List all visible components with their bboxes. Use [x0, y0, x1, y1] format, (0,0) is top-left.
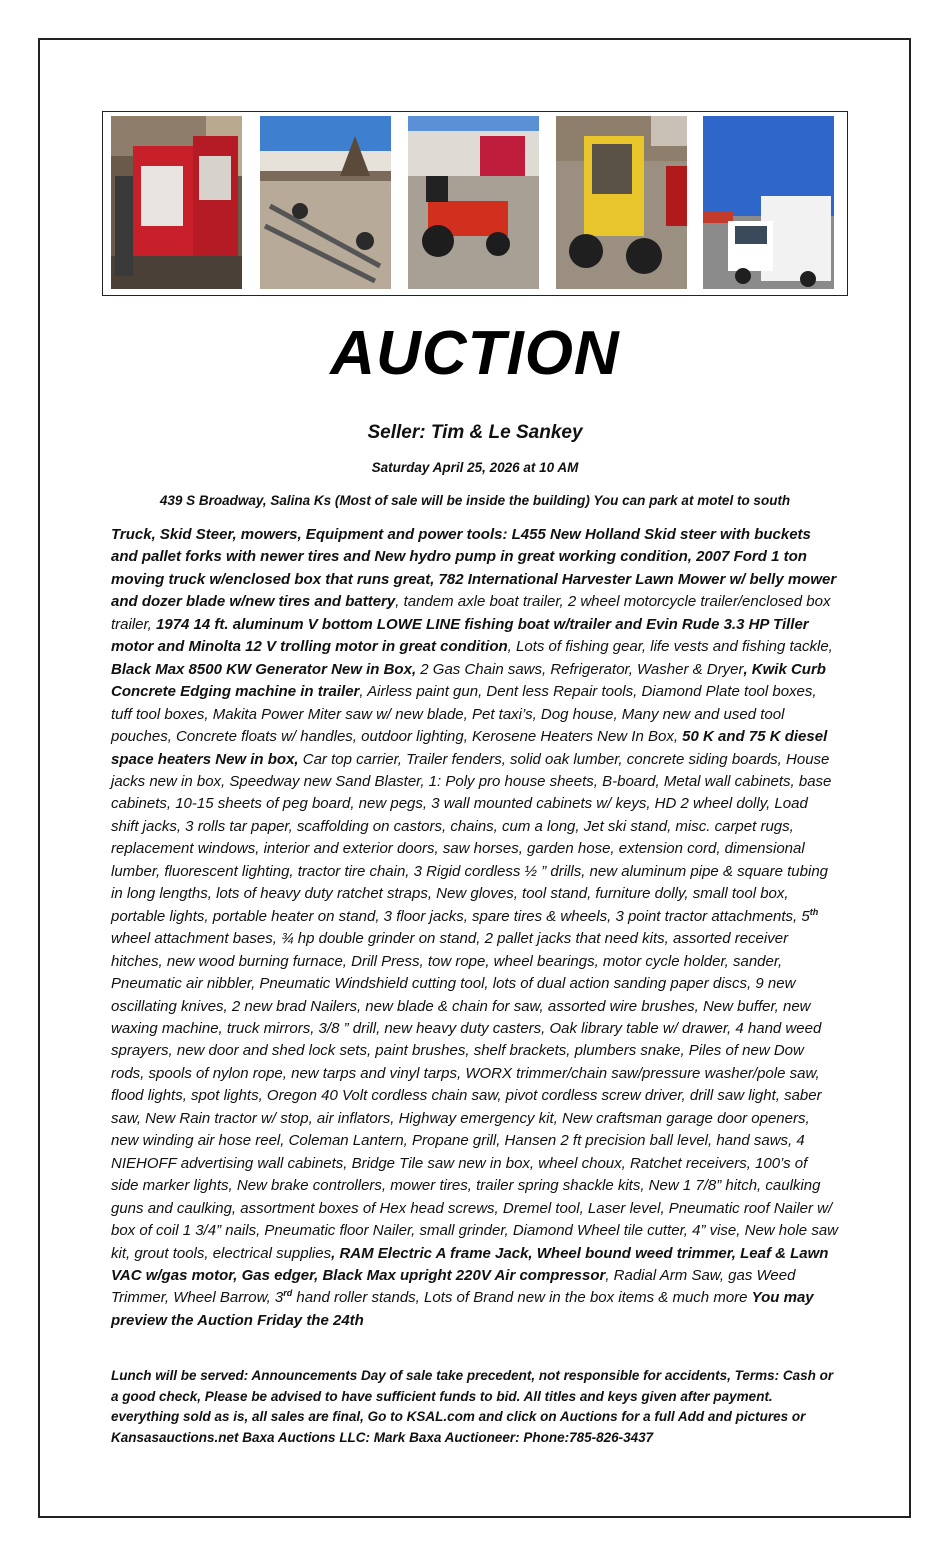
- item-segment: hand roller stands, Lots of Brand new in the box items & much more: [292, 1289, 752, 1307]
- skid-steer-photo: [556, 116, 687, 289]
- moving-truck-photo: [703, 116, 834, 289]
- terms-text: Lunch will be served: Announcements Day of sale take precedent, not responsible for accidents, Terms: Cash or a good check, Please be advised to have sufficient funds to bid. All titles and keys given after payment. everything sold as is, all sales are final, Go to KSAL.com and click on Auctions for a full Add and pictures or Kansasauctions.net Baxa Auctions LLC: Mark Baxa Auctioneer: Phone:785-826-3437: [111, 1368, 834, 1445]
- boat-trailer-photo: [260, 116, 391, 289]
- auction-title: AUCTION: [330, 319, 620, 388]
- tool-boxes-photo: [111, 116, 242, 289]
- item-segment: , tandem axle boat trailer, 2 wheel motorcycle trailer/enclosed box trailer,: [111, 593, 831, 633]
- item-segment: You may preview the Auction Friday the 24th: [111, 1289, 814, 1329]
- seller-name: Seller: Tim & Le Sankey: [367, 422, 583, 443]
- item-segment: , Airless paint gun, Dent less Repair tools, Diamond Plate tool boxes, tuff tool boxes, Makita Power Miter saw w/ new blade, Pet taxi’s, Dog house, Many new and used tool pouches, Concrete floats w/ handles, outdoor lighting, Kerosene Heaters New In Box,: [111, 683, 817, 746]
- item-list: [111, 524, 838, 1332]
- item-segment: 50 K and 75 K diesel space heaters New in box,: [111, 728, 828, 768]
- item-segment: , Kwik Curb Concrete Edging machine in trailer: [111, 660, 826, 701]
- auction-address: 439 S Broadway, Salina Ks (Most of sale will be inside the building) You can park at motel to south: [159, 493, 791, 508]
- item-segment: , RAM Electric A frame Jack, Wheel bound weed trimmer, Leaf & Lawn VAC w/gas motor, Gas edger, Black Max upright 220V Air compressor: [111, 1244, 829, 1284]
- item-segment: Car top carrier, Trailer fenders, solid oak lumber, concrete siding boards, House jacks new in box, Speedway new Sand Blaster, 1: Poly pro house sheets, B-board, Metal wall cabinets, base cabinets, 10-15 sheets of peg board, new pegs, 3 wall mounted cabinets w/ keys, HD 2 wheel dolly, Load shift jacks, 3 rolls tar paper, scaffolding on castors, chains, cum a long, Jet ski stand, misc. carpet rugs, replacement windows, interior and exterior doors, saw horses, garden hose, extension cord, dimensional lumber, fluorescent lighting, tractor tire chain, 3 Rigid cordless ½ ” drills, new aluminum pipe & square tubing in long lengths, lots of heavy duty ratchet straps, New gloves, tool stand, furniture dolly, small tool box, portable lights, portable heater on stand, 3 floor jacks, spare tires & wheels, 3 point tractor attachments, 5: [111, 750, 832, 925]
- item-segment: , Radial Arm Saw, gas Weed Trimmer, Wheel Barrow, 3: [111, 1266, 796, 1307]
- item-segment: rd: [283, 1288, 293, 1299]
- item-segment: wheel attachment bases, ¾ hp double grinder on stand, 2 pallet jacks that need kits, assorted receiver hitches, new wood burning furnace, Drill Press, tow rope, wheel bearings, motor cycle holder, sander, Pneumatic air nibbler, Pneumatic Windshield cutting tool, lots of dual action sanding paper discs, 9 new oscillating knives, 2 new brad Nailers, new blade & chain for saw, assorted wire brushes, New buffer, new waxing machine, truck mirrors, 3/8 ” drill, new heavy duty casters, Oak library table w/ drawer, 4 hand weed sprayers, new door and shed lock sets, paint brushes, shelf brackets, plumbers snake, Piles of new Dow rods, spools of nylon rope, new tarps and vinyl tarps, WORX trimmer/chain saw/pressure washer/pole saw, flood lights, spot lights, Oregon 40 Volt cordless chain saw, pivot cordless screw driver, drill saw light, saber saw, New Rain tractor w/ stop, air inflators, Highway emergency kit, New craftsman garage door openers, new winding air hose reel, Coleman Lantern, Propane grill, Hansen 2 ft precision ball level, hand saws, 4 NIEHOFF advertising wall cabinets, Bridge Tile saw new in box, wheel choux, Ratchet receivers, 100’s of side marker lights, New brake controllers, mower tires, trailer spring shackle kits, New 1 7/8” hitch, caulking guns and caulking, assortment boxes of Hex head screws, Dremel tool, Laser level, Pneumatic roof Nailer w/ box of coil 1 3/4” nails, Pneumatic floor Nailer, small grinder, Diamond Wheel tile cutter, 4” vise, New hole saw kit, grout tools, electrical supplies: [111, 930, 838, 1262]
- photo-strip: [102, 111, 848, 296]
- item-segment: 2 Gas Chain saws, Refrigerator, Washer & Dryer: [416, 660, 744, 678]
- item-segment: , Lots of fishing gear, life vests and fishing tackle,: [507, 638, 833, 656]
- item-segment: Black Max 8500 KW Generator New in Box,: [111, 660, 417, 678]
- lawn-mower-photo: [408, 116, 539, 289]
- item-segment: th: [809, 906, 819, 917]
- item-segment: 1974 14 ft. aluminum V bottom LOWE LINE fishing boat w/trailer and Evin Rude 3.3 HP Tiller motor and Minolta 12 V trolling motor in great condition: [111, 615, 809, 656]
- item-segment: Truck, Skid Steer, mowers, Equipment and power tools: L455 New Holland Skid steer with buckets and pallet forks with newer tires and New hydro pump in great working condition, 2007 Ford 1 ton moving truck w/enclosed box that runs great, 782 International Harvester Lawn Mower w/ belly mower and dozer blade w/new tires and battery: [111, 526, 837, 611]
- auction-date: Saturday April 25, 2026 at 10 AM: [371, 460, 579, 475]
